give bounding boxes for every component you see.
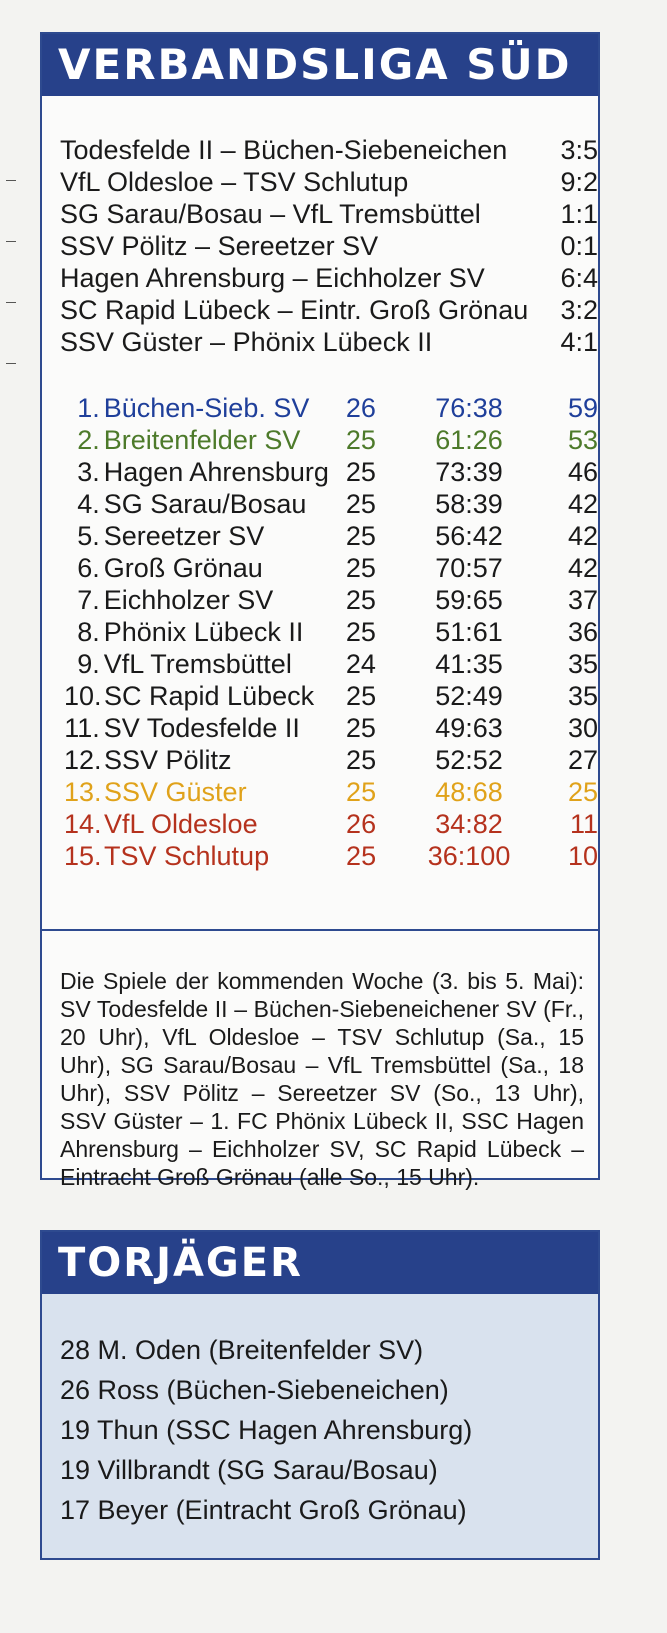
margin-mark <box>6 363 16 364</box>
standings-points: 10 <box>567 841 598 871</box>
result-score: 9:2 <box>560 167 598 197</box>
standings-goals: 59:65 <box>435 585 503 615</box>
scorer-row: 26 Ross (Büchen-Siebeneichen) <box>60 1375 449 1405</box>
standings-team: Eichholzer SV <box>103 585 274 615</box>
standings-table <box>42 358 598 872</box>
standings-row <box>64 680 598 712</box>
standings-rank: 1. <box>77 393 100 423</box>
standings-points: 42 <box>567 489 598 519</box>
standings-games: 25 <box>345 553 376 583</box>
standings-games: 25 <box>345 457 376 487</box>
standings-goals: 48:68 <box>435 777 503 807</box>
standings-team: SSV Güster <box>104 777 247 807</box>
result-score: 4:1 <box>560 327 598 357</box>
margin-mark <box>6 241 16 242</box>
standings-points: 25 <box>567 777 598 807</box>
standings-goals: 49:63 <box>435 713 503 743</box>
result-row <box>60 166 598 198</box>
standings-goals: 61:26 <box>435 425 503 455</box>
scorer-row: 28 M. Oden (Breitenfelder SV) <box>60 1335 424 1365</box>
standings-points: 36 <box>567 617 598 647</box>
result-row <box>60 326 598 358</box>
result-score: 1:1 <box>560 199 598 229</box>
result-teams: VfL Oldesloe – TSV Schlutup <box>60 167 409 197</box>
standings-team: Groß Grönau <box>103 553 263 583</box>
result-row <box>60 230 598 262</box>
standings-team: TSV Schlutup <box>104 841 270 871</box>
standings-team: SSV Pölitz <box>104 745 232 775</box>
standings-games: 24 <box>345 649 376 679</box>
standings-points: 30 <box>567 713 598 743</box>
standings-goals: 41:35 <box>435 649 503 679</box>
standings-points: 35 <box>567 649 598 679</box>
results-list <box>42 96 598 358</box>
standings-games: 26 <box>346 809 377 839</box>
standings-row <box>64 776 598 808</box>
standings-goals: 52:49 <box>435 681 503 711</box>
result-score: 0:1 <box>560 231 598 261</box>
standings-points: 42 <box>567 553 598 583</box>
standings-points: 27 <box>567 745 598 775</box>
standings-points: 37 <box>567 585 598 615</box>
scorer-row: 19 Villbrandt (SG Sarau/Bosau) <box>60 1455 438 1485</box>
scorers-list <box>42 1294 598 1530</box>
standings-rank: 4. <box>77 489 100 519</box>
margin-marks <box>6 180 20 424</box>
standings-row <box>64 488 598 520</box>
scorer-row: 17 Beyer (Eintracht Groß Grönau) <box>60 1495 467 1525</box>
standings-team: Büchen-Sieb. SV <box>103 393 310 423</box>
standings-goals: 70:57 <box>435 553 503 583</box>
result-row <box>60 198 598 230</box>
standings-row <box>64 840 598 872</box>
standings-points: 53 <box>567 425 598 455</box>
standings-team: SV Todesfelde II <box>103 713 300 743</box>
standings-rank: 15. <box>64 841 102 871</box>
standings-games: 25 <box>346 841 377 871</box>
standings-points: 46 <box>567 457 598 487</box>
standings-team: Phönix Lübeck II <box>103 617 304 647</box>
standings-row <box>64 392 598 424</box>
standings-goals: 56:42 <box>435 521 503 551</box>
standings-rank: 10. <box>64 681 102 711</box>
result-teams: SSV Güster – Phönix Lübeck II <box>60 327 433 357</box>
standings-row <box>64 744 598 776</box>
standings-points: 35 <box>567 681 598 711</box>
standings-team: VfL Tremsbüttel <box>103 649 292 679</box>
standings-rank: 9. <box>77 649 100 679</box>
standings-goals: 34:82 <box>435 809 503 839</box>
standings-games: 25 <box>346 681 377 711</box>
result-row <box>60 262 598 294</box>
upcoming-games-text: Die Spiele der kommenden Woche (3. bis 5. Mai): SV Todesfelde II – Büchen-Siebeneichener SV (Fr., 20 Uhr), VfL Oldesloe – TSV Schlutup (Sa., 15 Uhr), SG Sarau/Bosau – VfL Tremsbüttel (Sa., 18 Uhr), SSV Pölitz – Sereetzer SV (So., 13 Uhr), SSV Güster – 1. FC Phönix Lübeck II, SSC Hagen Ahrensburg – Eichholzer SV, SC Rapid Lübeck – Eintracht Groß Grönau (alle So., 15 Uhr). <box>60 968 584 1190</box>
standings-games: 25 <box>346 745 377 775</box>
standings-row <box>64 552 598 584</box>
standings-rank: 14. <box>64 809 102 839</box>
standings-row <box>64 424 598 456</box>
standings-team: SG Sarau/Bosau <box>103 489 307 519</box>
standings-rank: 12. <box>64 745 102 775</box>
standings-goals: 73:39 <box>435 457 503 487</box>
standings-rank: 13. <box>64 777 102 807</box>
scorers-panel <box>40 1230 600 1560</box>
standings-goals: 58:39 <box>435 489 503 519</box>
standings-team: Sereetzer SV <box>103 521 265 551</box>
standings-rank: 6. <box>77 553 100 583</box>
margin-mark <box>6 180 16 181</box>
standings-games: 25 <box>345 713 376 743</box>
standings-rank: 2. <box>77 425 100 455</box>
standings-games: 26 <box>345 393 376 423</box>
standings-games: 25 <box>345 585 376 615</box>
standings-row <box>64 584 598 616</box>
standings-team: VfL Oldesloe <box>104 809 258 839</box>
standings-team: SC Rapid Lübeck <box>104 681 315 711</box>
standings-points: 42 <box>567 521 598 551</box>
standings-rank: 3. <box>77 457 100 487</box>
scorers-title: TORJÄGER <box>42 1232 598 1294</box>
scorer-row: 19 Thun (SSC Hagen Ahrensburg) <box>60 1415 473 1445</box>
standings-games: 25 <box>346 777 377 807</box>
standings-team: Breitenfelder SV <box>103 425 301 455</box>
result-score: 3:2 <box>560 295 598 325</box>
standings-points: 11 <box>569 809 598 839</box>
standings-goals: 76:38 <box>435 393 503 423</box>
result-teams: SC Rapid Lübeck – Eintr. Groß Grönau <box>60 295 529 325</box>
standings-rank: 11. <box>64 713 100 743</box>
standings-row <box>64 808 598 840</box>
standings-row <box>64 520 598 552</box>
standings-games: 25 <box>345 617 376 647</box>
standings-rank: 7. <box>77 585 100 615</box>
standings-row <box>64 712 598 744</box>
standings-row <box>64 648 598 680</box>
result-score: 3:5 <box>560 135 598 165</box>
standings-games: 25 <box>345 489 376 519</box>
result-score: 6:4 <box>560 263 598 293</box>
standings-games: 25 <box>345 521 376 551</box>
result-row <box>60 134 598 166</box>
result-teams: Hagen Ahrensburg – Eichholzer SV <box>60 263 485 293</box>
standings-row <box>64 616 598 648</box>
result-row <box>60 294 598 326</box>
standings-rank: 8. <box>77 617 100 647</box>
standings-points: 59 <box>567 393 598 423</box>
standings-goals: 36:100 <box>427 841 511 871</box>
standings-goals: 52:52 <box>435 745 503 775</box>
result-teams: Todesfelde II – Büchen-Siebeneichen <box>60 135 508 165</box>
standings-row <box>64 456 598 488</box>
result-teams: SG Sarau/Bosau – VfL Tremsbüttel <box>60 199 481 229</box>
standings-rank: 5. <box>77 521 100 551</box>
margin-mark <box>6 302 16 303</box>
result-teams: SSV Pölitz – Sereetzer SV <box>60 231 379 261</box>
standings-team: Hagen Ahrensburg <box>103 457 329 487</box>
league-title: VERBANDSLIGA SÜD <box>42 34 598 96</box>
standings-games: 25 <box>345 425 376 455</box>
standings-goals: 51:61 <box>435 617 503 647</box>
section-divider <box>42 929 598 931</box>
league-panel <box>40 32 600 1190</box>
